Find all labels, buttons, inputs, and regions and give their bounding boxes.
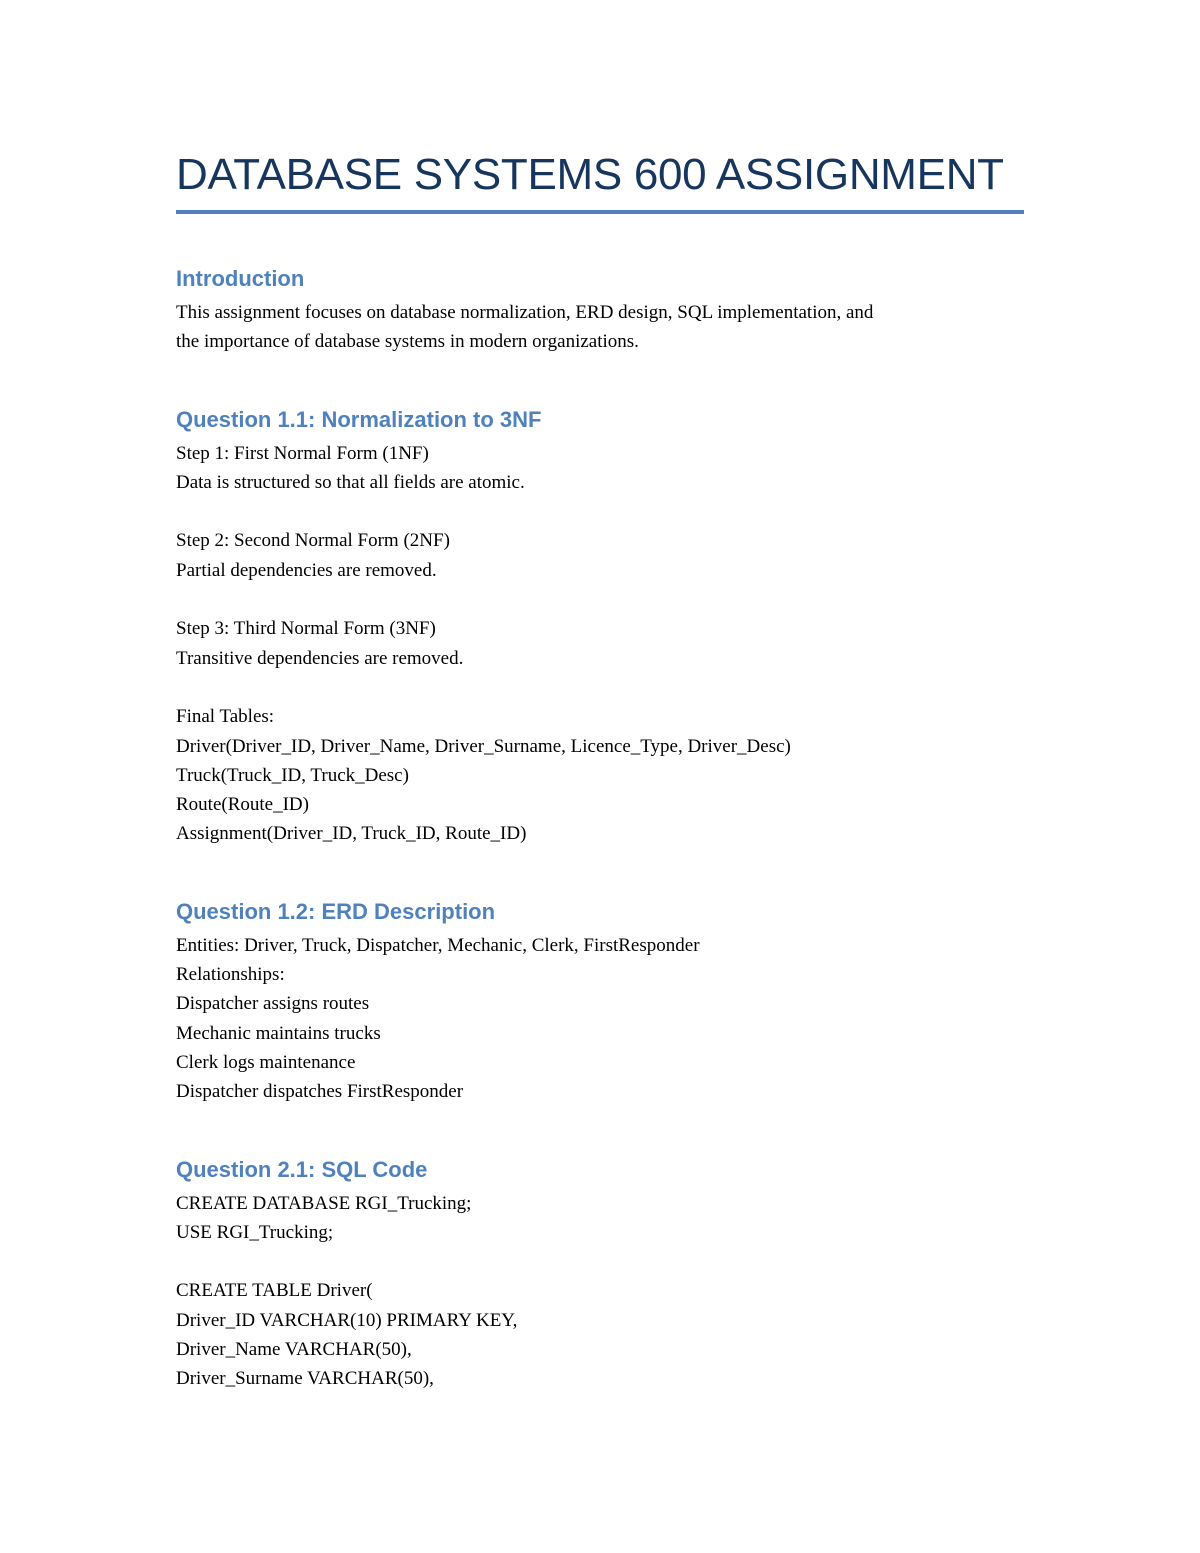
paragraph-line: Clerk logs maintenance [176, 1051, 356, 1073]
section-heading-question-1-2: Question 1.2: ERD Description [176, 898, 496, 924]
paragraph-line: Truck(Truck_ID, Truck_Desc) [176, 764, 409, 786]
paragraph-line: Partial dependencies are removed. [176, 559, 437, 581]
paragraph-line: Transitive dependencies are removed. [176, 647, 464, 669]
blank-line [176, 673, 1024, 702]
code-line: Driver_ID VARCHAR(10) PRIMARY KEY, [176, 1309, 518, 1331]
section-heading-introduction: Introduction [176, 266, 305, 291]
section-body-question-1-2 [176, 931, 1024, 1107]
code-line: CREATE DATABASE RGI_Trucking; [176, 1192, 472, 1214]
paragraph-line: Driver(Driver_ID, Driver_Name, Driver_Surname, Licence_Type, Driver_Desc) [176, 735, 791, 757]
paragraph-line: Step 1: First Normal Form (1NF) [176, 442, 429, 464]
paragraph-line: Final Tables: [176, 706, 275, 728]
code-line: USE RGI_Trucking; [176, 1221, 334, 1243]
paragraph-line: Entities: Driver, Truck, Dispatcher, Mechanic, Clerk, FirstResponder [176, 934, 700, 956]
code-line: CREATE TABLE Driver( [176, 1280, 373, 1302]
paragraph-line: Dispatcher dispatches FirstResponder [176, 1081, 464, 1103]
section-heading-question-2-1: Question 2.1: SQL Code [176, 1156, 428, 1182]
section-body-introduction [176, 298, 1024, 357]
code-line: Driver_Name VARCHAR(50), [176, 1339, 412, 1361]
paragraph-line: Data is structured so that all fields are atomic. [176, 471, 525, 493]
paragraph-line: Step 2: Second Normal Form (2NF) [176, 530, 450, 552]
paragraph-line: Step 3: Third Normal Form (3NF) [176, 618, 436, 640]
blank-line [176, 497, 1024, 526]
paragraph-line: Relationships: [176, 964, 285, 986]
paragraph-line: Dispatcher assigns routes [176, 993, 370, 1015]
blank-line [176, 1247, 1024, 1276]
paragraph-line: Mechanic maintains trucks [176, 1022, 381, 1044]
document-title: DATABASE SYSTEMS 600 ASSIGNMENT [176, 150, 1004, 199]
paragraph-line: This assignment focuses on database normalization, ERD design, SQL implementation, and [176, 302, 874, 323]
section-body-question-1-1 [176, 439, 1024, 849]
section-heading-question-1-1: Question 1.1: Normalization to 3NF [176, 406, 542, 432]
code-line: Driver_Surname VARCHAR(50), [176, 1368, 434, 1390]
section-body-question-2-1 [176, 1189, 1024, 1394]
paragraph-line: Route(Route_ID) [176, 794, 309, 816]
paragraph-line: the importance of database systems in modern organizations. [176, 331, 639, 353]
title-underline [176, 210, 1024, 214]
paragraph-line: Assignment(Driver_ID, Truck_ID, Route_ID) [176, 823, 527, 845]
blank-line [176, 585, 1024, 614]
document-content [176, 146, 1024, 1394]
